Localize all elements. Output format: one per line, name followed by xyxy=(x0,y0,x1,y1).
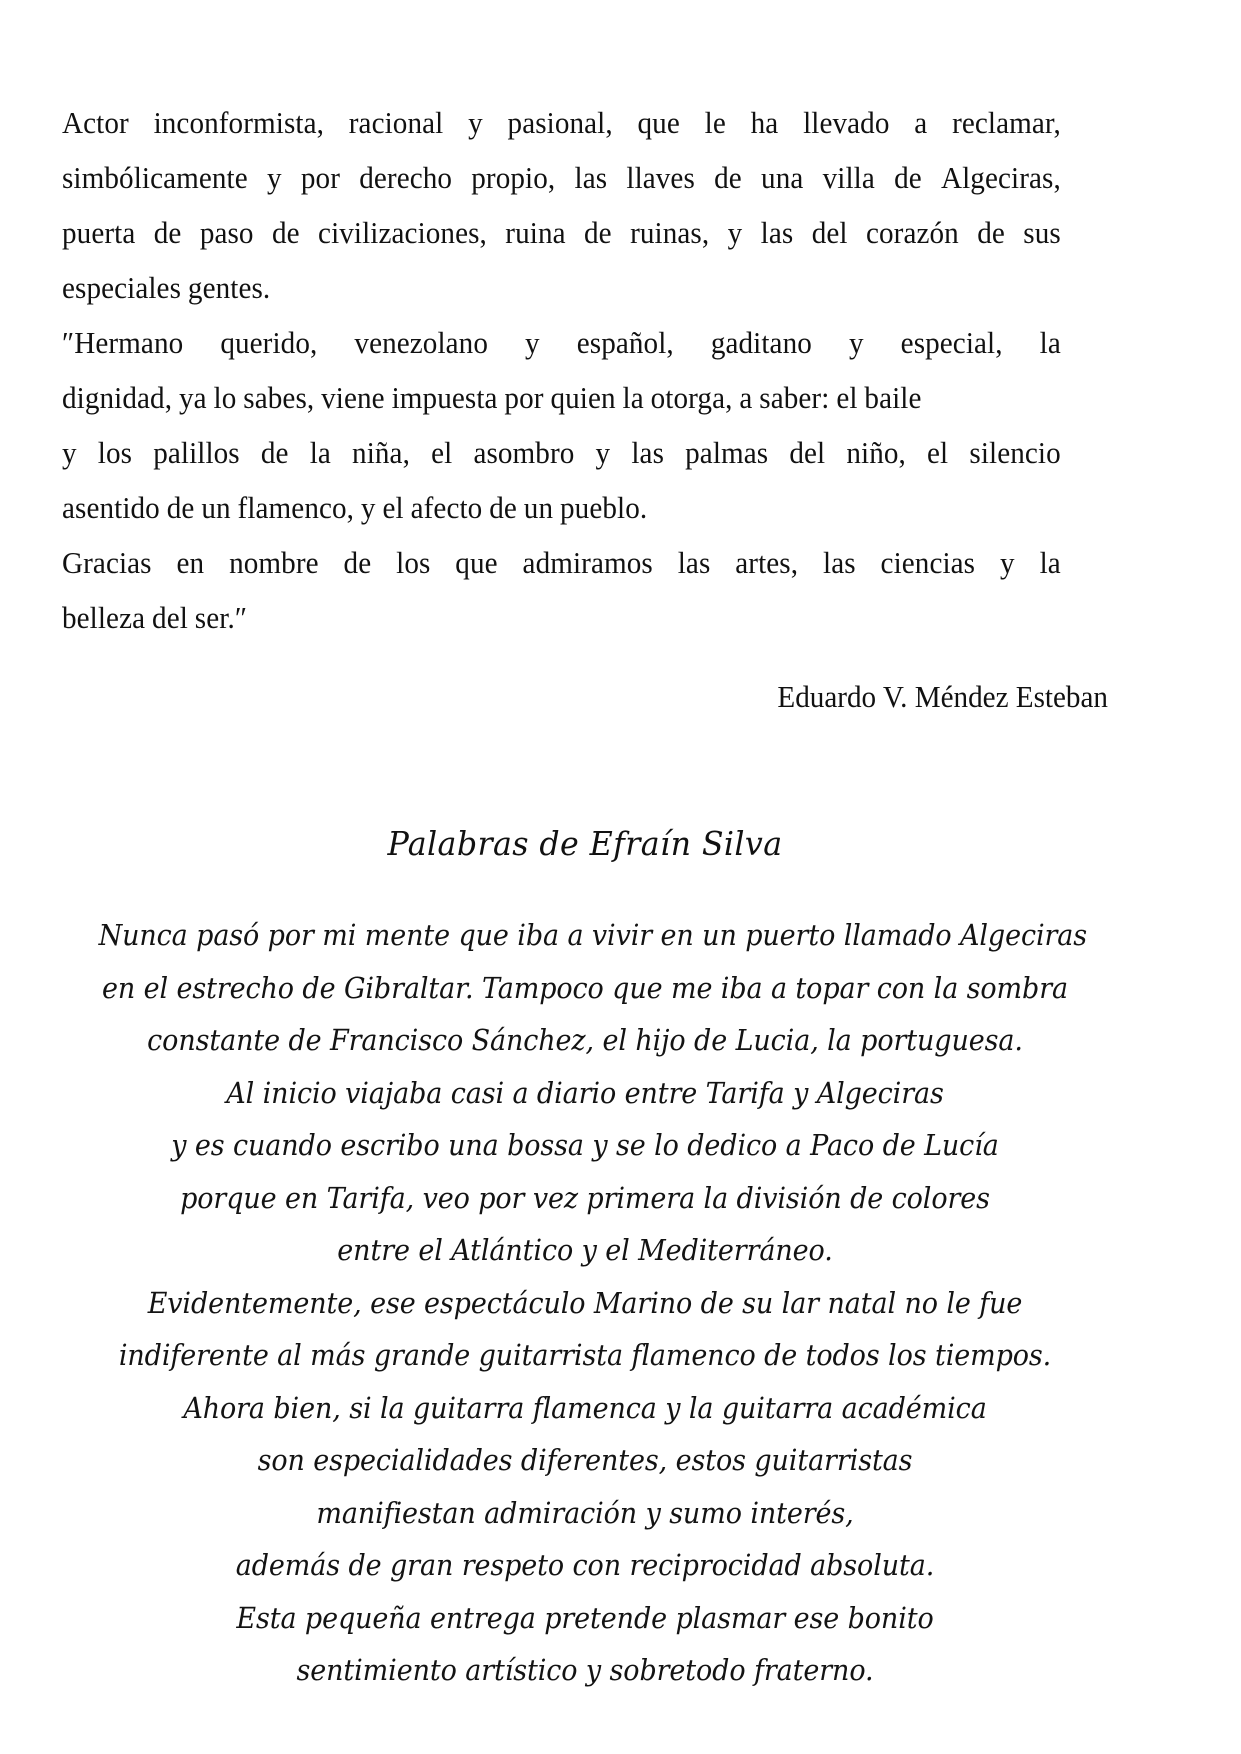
prose-word: Gracias xyxy=(62,546,152,580)
prose-word: llevado xyxy=(803,106,890,140)
prose-word: una xyxy=(761,161,804,195)
prose-word: en xyxy=(176,546,205,580)
prose-word: de xyxy=(343,546,372,580)
poem-line: Ahora bien, si la guitarra flamenca y la guitarra académica xyxy=(183,1390,987,1425)
prose-word: por xyxy=(300,161,340,195)
poem-line: entre el Atlántico y el Mediterráneo. xyxy=(337,1233,833,1267)
prose-word: el xyxy=(431,436,453,470)
prose-word: ″Hermano xyxy=(62,326,184,360)
poem-line: Nunca pasó por mi mente que iba a vivir en un puerto llamado Algeciras xyxy=(98,918,1088,952)
prose-word: de xyxy=(714,161,742,195)
poem-section xyxy=(62,821,1108,1697)
prose-word: la xyxy=(309,436,331,470)
prose-word: Actor xyxy=(62,106,129,140)
poem-line: Esta pequeña entrega pretende plasmar ese bonito xyxy=(236,1600,934,1635)
prose-line xyxy=(62,426,1061,481)
prose-word: de xyxy=(977,216,1005,250)
prose-word: que xyxy=(637,106,680,140)
prose-word: silencio xyxy=(969,436,1061,470)
poem-line: en el estrecho de Gibraltar. Tampoco que me iba a topar con la sombra xyxy=(101,970,1069,1005)
prose-word: ha xyxy=(750,106,779,140)
prose-word: palmas xyxy=(685,436,769,470)
prose-word: niño, xyxy=(846,436,906,470)
poem-line: Evidentemente, ese espectáculo Marino de su lar natal no le fue xyxy=(147,1285,1023,1320)
prose-line xyxy=(62,151,1061,206)
prose-word: racional xyxy=(348,106,444,140)
prose-word: las xyxy=(760,216,794,250)
prose-word: venezolano xyxy=(354,326,488,360)
prose-word: nombre xyxy=(229,546,319,580)
prose-word: y xyxy=(1000,546,1015,580)
prose-word: ruina xyxy=(505,216,566,250)
prose-word: Algeciras, xyxy=(940,161,1061,195)
paragraph-hermano-querido xyxy=(62,316,1062,536)
prose-word: los xyxy=(97,436,133,470)
poem-line: además de gran respeto con reciprocidad absoluta. xyxy=(235,1548,935,1582)
paragraph-gracias xyxy=(62,536,1062,646)
prose-word: villa xyxy=(822,161,875,195)
prose-word: corazón xyxy=(865,216,959,250)
prose-word: pasional, xyxy=(507,106,613,140)
poem-line: indiferente al más grande guitarrista flamenco de todos los tiempos. xyxy=(118,1338,1052,1372)
prose-word: asombro xyxy=(473,436,575,470)
prose-word: los xyxy=(396,546,431,580)
prose-word: llaves xyxy=(626,161,695,195)
prose-word: palillos xyxy=(153,436,240,470)
poem-line: sentimiento artístico y sobretodo fraterno. xyxy=(296,1653,874,1687)
prose-word: las xyxy=(677,546,711,580)
prose-word: las xyxy=(631,436,665,470)
prose-word: y xyxy=(62,436,77,470)
prose-word: le xyxy=(704,106,726,140)
prose-line xyxy=(62,206,1061,261)
prose-word: derecho xyxy=(359,161,453,195)
poem-line: manifiestan admiración y sumo interés, xyxy=(316,1495,854,1530)
prose-word: de xyxy=(584,216,612,250)
prose-word: admiramos xyxy=(522,546,653,580)
prose-word: artes, xyxy=(735,546,799,580)
prose-word: inconformista, xyxy=(153,106,324,140)
prose-word: y xyxy=(468,106,483,140)
prose-word: español, xyxy=(576,326,674,360)
prose-word: niña, xyxy=(352,436,410,470)
prose-word: a xyxy=(914,106,928,140)
prose-word: y xyxy=(595,436,611,470)
prose-word: querido, xyxy=(220,326,318,360)
prose-line xyxy=(62,536,1061,591)
prose-word: civilizaciones, xyxy=(318,216,487,250)
poem-line: Al inicio viajaba casi a diario entre Tarifa y Algeciras xyxy=(226,1075,944,1110)
prose-word: ciencias xyxy=(880,546,976,580)
poem-line: constante de Francisco Sánchez, el hijo de Lucia, la portuguesa. xyxy=(147,1023,1023,1057)
paragraph-actor-inconformista xyxy=(62,96,1062,316)
prose-word: propio, xyxy=(471,161,556,195)
prose-word: de xyxy=(153,216,182,250)
prose-line: asentido de un flamenco, y el afecto de un pueblo. xyxy=(62,491,648,525)
prose-line: dignidad, ya lo sabes, viene impuesta por quien la otorga, a saber: el baile xyxy=(62,381,922,415)
prose-word: la xyxy=(1039,326,1061,360)
prose-word: especial, xyxy=(900,326,1003,360)
prose-line xyxy=(62,96,1061,151)
prose-word: y xyxy=(266,161,282,195)
prose-word: sus xyxy=(1023,216,1061,250)
poem-line: son especialidades diferentes, estos guitarristas xyxy=(257,1443,913,1477)
prose-word: que xyxy=(455,546,498,580)
prose-word: del xyxy=(789,436,826,470)
author-attribution: Eduardo V. Méndez Esteban xyxy=(777,680,1108,714)
poem-line: porque en Tarifa, veo por vez primera la división de colores xyxy=(180,1180,990,1215)
prose-word: ruinas, xyxy=(630,216,710,250)
prose-word: y xyxy=(848,326,864,360)
prose-word: de xyxy=(271,216,300,250)
prose-line: belleza del ser.″ xyxy=(62,601,248,635)
prose-word: el xyxy=(927,436,949,470)
prose-word: simbólicamente xyxy=(62,161,248,195)
poem-line: y es cuando escribo una bossa y se lo dedico a Paco de Lucía xyxy=(171,1128,999,1162)
prose-word: de xyxy=(260,436,289,470)
prose-word: y xyxy=(727,216,743,250)
prose-word: las xyxy=(574,161,608,195)
poem-heading: Palabras de Efraín Silva xyxy=(387,824,783,863)
prose-block xyxy=(62,96,1108,725)
prose-line xyxy=(62,316,1061,371)
prose-word: del xyxy=(811,216,848,250)
prose-word: la xyxy=(1039,546,1061,580)
prose-word: puerta xyxy=(62,216,136,250)
prose-word: de xyxy=(894,161,922,195)
prose-word: las xyxy=(823,546,856,580)
prose-word: reclamar, xyxy=(952,106,1061,140)
prose-word: paso xyxy=(199,216,254,250)
prose-word: gaditano xyxy=(710,326,812,360)
poem-body xyxy=(62,909,1108,1697)
prose-word: y xyxy=(525,326,540,360)
prose-line: especiales gentes. xyxy=(62,271,271,305)
